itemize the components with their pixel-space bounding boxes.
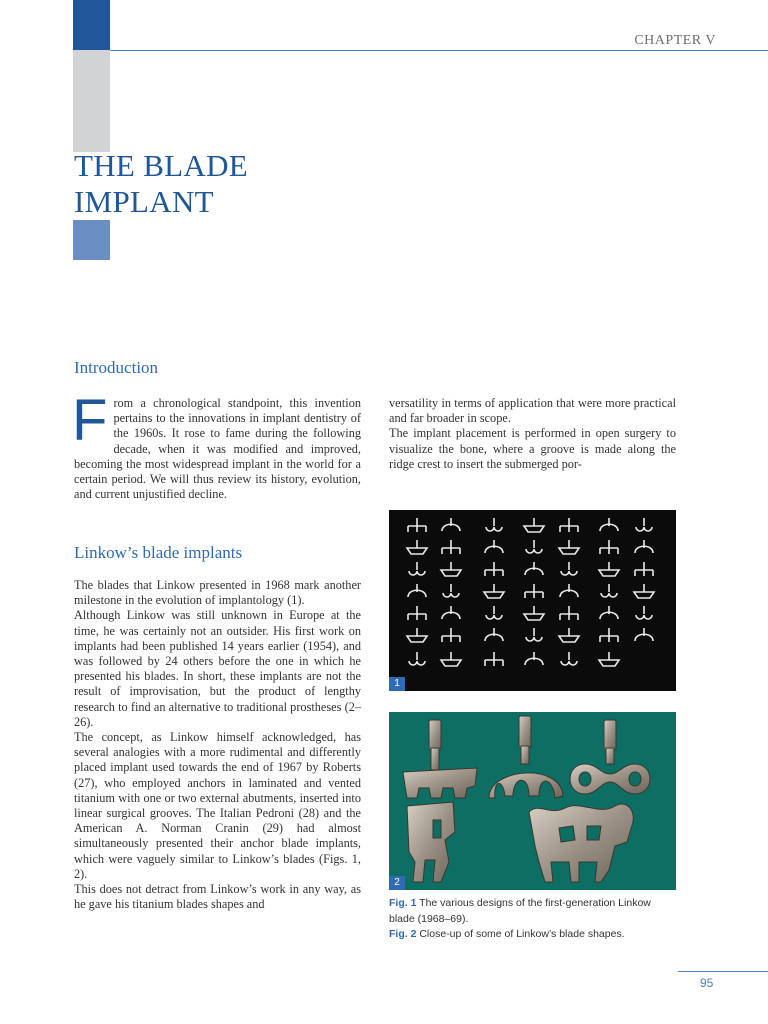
title-line-2: IMPLANT (74, 184, 214, 219)
blade-glyph (600, 540, 618, 554)
footer-rule (678, 971, 768, 972)
introduction-heading: Introduction (74, 358, 159, 377)
blade-glyph (526, 540, 542, 553)
blade-glyph (442, 540, 460, 554)
blade-glyph (525, 652, 543, 665)
figure-2-image (389, 712, 676, 890)
blade-glyph (442, 628, 460, 642)
blade-glyph (600, 518, 618, 531)
body-paragraph: The implant placement is performed in open surgery to visualize the bone, where a groove is made along the ridge crest to insert the submerged por- (389, 426, 676, 471)
figure-1-number: 1 (389, 677, 405, 691)
blade-glyph (525, 562, 543, 575)
blade-glyph (636, 518, 652, 531)
blade-designs-illustration (389, 510, 676, 691)
figure-2-caption (389, 927, 676, 943)
blade-glyph (524, 606, 544, 620)
blade-glyph (485, 562, 503, 576)
blade-glyph (560, 606, 578, 620)
linkow-body (74, 578, 361, 912)
figure-2-caption-text: Close-up of some of Linkow’s blade shapes. (419, 928, 625, 940)
body-paragraph: The blades that Linkow presented in 1968 mark another milestone in the evolution of implantology (1). (74, 578, 361, 608)
blade-glyph (524, 518, 544, 532)
blade-glyph (560, 518, 578, 532)
blade-glyph (486, 518, 502, 531)
right-column-body (389, 396, 676, 472)
blade-glyph (635, 628, 653, 641)
blade-glyph (485, 540, 503, 553)
header-gray-block (73, 50, 110, 152)
blade-glyph (600, 606, 618, 619)
blade-glyph (525, 584, 543, 598)
blade-glyph (601, 584, 617, 597)
blade-glyph (600, 628, 618, 642)
blade-glyph (485, 652, 503, 666)
title-accent-block (73, 220, 110, 260)
page-number: 95 (700, 976, 714, 990)
body-paragraph: The concept, as Linkow himself acknowledged, has several analogies with a more rudimental and differently placed implant used towards the end of 1967 by Roberts (27), who employed anchors in laminated and vented titanium with one or two external abutments, inserted into linear surgical grooves. The Italian Pedroni (28) and the American A. Norman Cranin (29) had almost simultaneously presented their anchor blade implants, which were vaguely similar to Linkow’s blades (Figs. 1, 2). (74, 730, 361, 881)
blade-closeup-illustration (389, 712, 676, 890)
header-accent-block (73, 0, 110, 50)
body-paragraph: versatility in terms of application that were more practical and far broader in scope. (389, 396, 676, 426)
figure-1-image (389, 510, 676, 691)
body-paragraph: This does not detract from Linkow’s work in any way, as he gave his titanium blades shapes and (74, 882, 361, 912)
figure-captions (389, 896, 676, 943)
blade-glyph (636, 606, 652, 619)
chapter-label: CHAPTER V (634, 33, 716, 48)
blade-glyph (526, 628, 542, 641)
blade-glyph (408, 518, 426, 532)
linkow-heading: Linkow’s blade implants (74, 543, 243, 562)
blade-glyph (442, 518, 460, 531)
blade-glyph (599, 562, 619, 576)
blade-glyph (635, 562, 653, 576)
blade-glyph (559, 540, 579, 554)
blade-glyph (407, 540, 427, 554)
figure-1-caption-text: The various designs of the first-generation Linkow blade (1968–69). (389, 897, 651, 925)
blade-glyph (409, 652, 425, 665)
body-paragraph: Although Linkow was still unknown in Europe at the time, he was certainly not an outsider. His first work on implants had been published 14 years earlier (1954), and was followed by 24 others before the one in which he presented his blades. In short, these implants are not the result of improvisation, but the product of lengthy research to find an alternative to traditional prostheses (2–26). (74, 608, 361, 729)
figure-1-caption (389, 896, 676, 927)
blade-glyph (442, 606, 460, 619)
blade-glyph (599, 652, 619, 666)
blade-glyph (486, 606, 502, 619)
blade-glyph (441, 562, 461, 576)
blade-glyph (484, 584, 504, 598)
blade-glyph (561, 562, 577, 575)
drop-cap: F (72, 388, 108, 453)
page-title (74, 148, 248, 220)
introduction-text: rom a chronological standpoint, this invention pertains to the innovations in implant dentistry of the 1960s. It rose to fame during the following decade, when it was modified and improved, becoming the most widespread implant in the world for a certain period. We will thus review its history, evolution, and current unjustified decline. (74, 396, 361, 502)
blade-glyph (561, 652, 577, 665)
figure-2-number: 2 (389, 876, 405, 890)
blade-glyph (441, 652, 461, 666)
blade-glyph (634, 584, 654, 598)
figure-2-label: Fig. 2 (389, 928, 417, 940)
title-line-1: THE BLADE (74, 148, 249, 183)
figure-1-label: Fig. 1 (389, 897, 417, 909)
blade-glyph (560, 584, 578, 597)
header-rule (110, 50, 768, 51)
blade-glyph (635, 540, 653, 553)
blade-glyph (407, 628, 427, 642)
introduction-paragraph (72, 388, 361, 502)
blade-glyph (559, 628, 579, 642)
blade-glyph (409, 562, 425, 575)
blade-glyph (408, 606, 426, 620)
blade-glyph (485, 628, 503, 641)
blade-glyph (443, 584, 459, 597)
blade-glyph (408, 584, 426, 597)
